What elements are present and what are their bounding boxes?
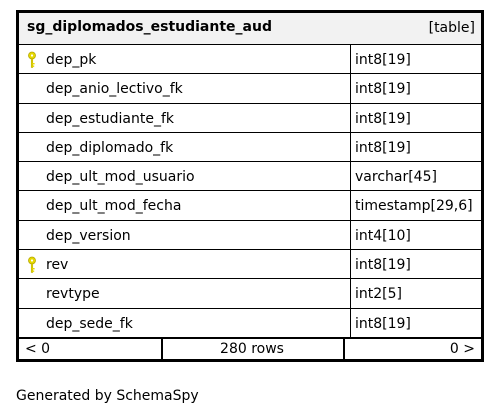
column-row — [19, 162, 481, 191]
column-row — [19, 104, 481, 133]
column-type: int8[19] — [355, 139, 411, 156]
column-row — [19, 250, 481, 279]
column-name: dep_ult_mod_usuario — [46, 169, 195, 186]
column-type: varchar[45] — [355, 169, 437, 186]
column-type: int8[19] — [355, 257, 411, 274]
column-name: rev — [46, 257, 69, 274]
column-name: dep_anio_lectivo_fk — [46, 81, 183, 98]
column-row — [19, 279, 481, 308]
column-type: int8[19] — [355, 110, 411, 127]
footer-divider — [343, 339, 345, 359]
column-type: int8[19] — [355, 315, 411, 332]
column-name: dep_estudiante_fk — [46, 110, 175, 127]
column-row — [19, 74, 481, 103]
column-type: timestamp[29,6] — [355, 198, 473, 215]
table-node — [16, 10, 484, 362]
row-count: 280 rows — [220, 341, 284, 357]
key-icon — [27, 51, 37, 69]
column-row — [19, 221, 481, 250]
column-name: dep_version — [46, 227, 131, 244]
table-name: sg_diplomados_estudiante_aud — [27, 19, 272, 35]
key-icon — [27, 256, 37, 274]
table-header — [19, 13, 481, 45]
column-type: int2[5] — [355, 286, 402, 303]
column-name: dep_ult_mod_fecha — [46, 198, 182, 215]
column-name: dep_pk — [46, 52, 97, 68]
children-count: 0 > — [449, 341, 475, 357]
column-type: int4[10] — [355, 227, 411, 244]
column-name: dep_sede_fk — [46, 315, 133, 332]
column-row — [19, 309, 481, 338]
column-list — [19, 45, 481, 338]
column-type: int8[19] — [355, 81, 411, 98]
column-name: dep_diplomado_fk — [46, 139, 174, 156]
column-row — [19, 191, 481, 220]
generated-by-label: Generated by SchemaSpy — [16, 388, 199, 404]
parents-count: < 0 — [25, 341, 51, 357]
table-type-label: [table] — [428, 20, 475, 36]
column-type: int8[19] — [355, 52, 411, 68]
column-row — [19, 45, 481, 74]
column-row — [19, 133, 481, 162]
table-footer — [19, 338, 481, 359]
column-name: revtype — [46, 286, 100, 303]
